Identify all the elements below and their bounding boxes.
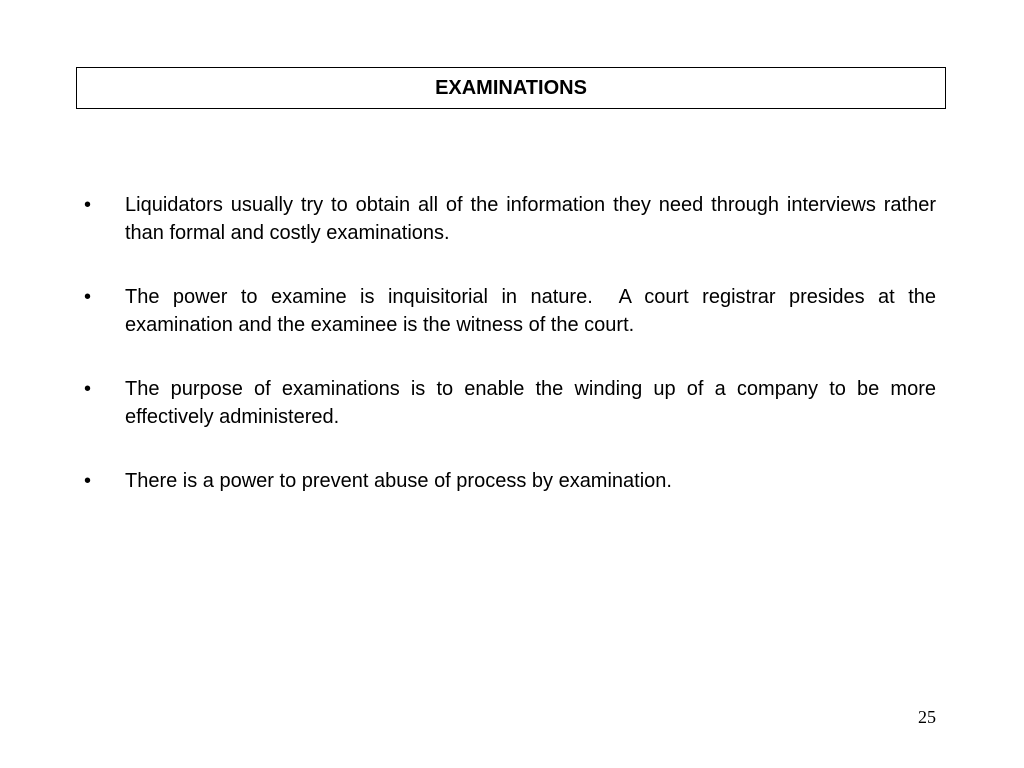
bullet-text: The purpose of examinations is to enable the winding up of a company to be more effectively administered.	[125, 378, 942, 428]
bullet-text: The power to examine is inquisitorial in nature. A court registrar presides at the examination and the examinee is the witness of the court.	[125, 286, 942, 336]
bullet-item	[84, 467, 936, 495]
bullet-icon: •	[84, 194, 92, 216]
bullet-text: Liquidators usually try to obtain all of the information they need through interviews rather than formal and costly examinations.	[125, 194, 942, 244]
bullet-list	[84, 191, 942, 531]
page-number: 25	[918, 707, 936, 727]
bullet-icon: •	[84, 286, 92, 308]
bullet-item	[84, 191, 942, 247]
bullet-item	[84, 375, 942, 431]
title-box	[76, 67, 946, 109]
bullet-icon: •	[84, 378, 92, 400]
bullet-item	[84, 283, 942, 339]
slide-title: EXAMINATIONS	[435, 76, 587, 99]
bullet-icon: •	[84, 470, 92, 492]
bullet-text: There is a power to prevent abuse of process by examination.	[125, 470, 672, 492]
